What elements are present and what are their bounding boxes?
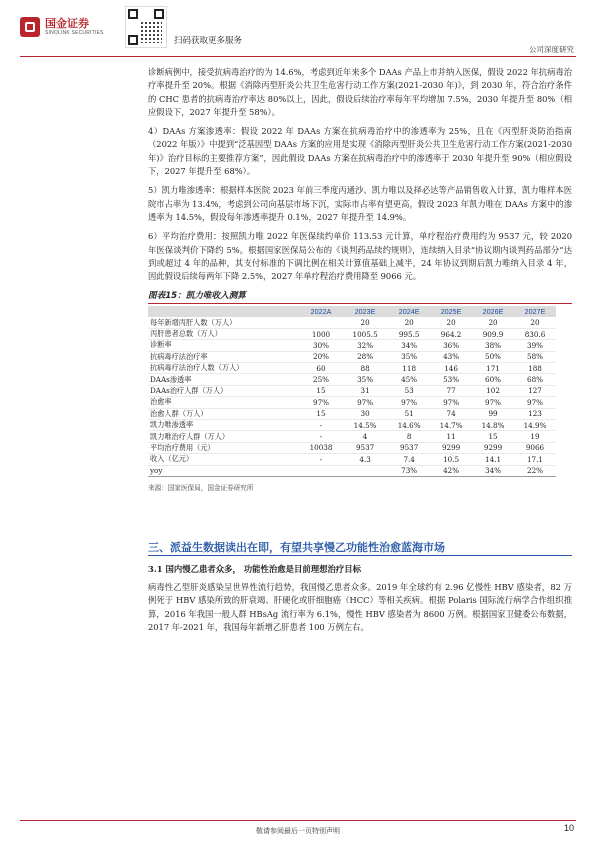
company-logo (20, 17, 104, 37)
table-cell: 97% (300, 397, 342, 408)
table-row (148, 419, 556, 430)
table-cell: 14.1 (472, 454, 514, 465)
table-cell: 102 (472, 385, 514, 396)
qr-code-icon[interactable] (125, 6, 167, 48)
row-label: 凯力唯治疗人群（万人） (148, 431, 300, 442)
table-cell: 45% (388, 374, 430, 385)
table-row (148, 442, 556, 453)
paragraph: 6）平均治疗费用：按照凯力唯 2022 年医保续约单价 113.53 元计算，单疗程治疗费用约为 9537 元，较 2020 年医保谈判价下降约 5%。根据国家医保局公布的《谈判药品续约规则》，连续纳入目录“协议期内谈判药品部分”达到或超过 4 年的品种，其支付标准的下调比例在相关计算值基础上减半，24 年协议到期后凯力唯纳入目录 4 年，因此假设后续每两年下降 2.5%，2027 年单疗程治疗费用降至 9066 元。 (148, 231, 572, 282)
column-header: 2026E (472, 306, 514, 317)
logo-cn: 国金证券 (45, 17, 89, 30)
table-cell: 20 (342, 317, 388, 328)
logo-mark-icon (20, 17, 40, 37)
table-row (148, 317, 556, 328)
table-cell: 22% (514, 465, 556, 476)
table-cell: 43% (430, 351, 472, 362)
paragraph: 4）DAAs 方案渗透率：假设 2022 年 DAAs 方案在抗病毒治疗中的渗透率为 25%，且在《丙型肝炎防治指南（2022 年版）》中提到“泛基因型 DAAs 方案的应用是实现《消除丙型肝炎公共卫生危害行动工作方案(2021-2030 年)》治疗目标的主要推荐方案”，因此假设 DAAs 方案在抗病毒治疗中的渗透率于 2030 年提升至 90%（相应假设下，2027 年提升至 68%）。 (148, 126, 572, 177)
table-row (148, 408, 556, 419)
table-cell: 30% (300, 340, 342, 351)
table-cell: 14.6% (388, 419, 430, 430)
row-label: 每年新增丙肝人数（万人） (148, 317, 300, 328)
table-cell: 39% (514, 340, 556, 351)
table-cell: 60% (472, 374, 514, 385)
table-cell: 10.5 (430, 454, 472, 465)
table-cell: 20 (514, 317, 556, 328)
table-cell: 11 (430, 431, 472, 442)
table-cell: 9299 (430, 442, 472, 453)
paragraph: 5）凯力唯渗透率：根据样本医院 2023 年前三季度丙通沙、凯力唯以及择必达等产品销售收入计算，凯力唯样本医院市占率为 13.4%，考虑到公司向基层市场下沉，实际市占率有望更高，假设 2023 年凯力唯在 DAAs 方案中的渗透率为 14.5%，假设每年渗透率提升 0.1%，2027 年提升至 14.9%。 (148, 185, 572, 222)
table-cell: 60 (300, 363, 342, 374)
table-cell: 68% (514, 374, 556, 385)
column-header: 2025E (430, 306, 472, 317)
table-cell: 20 (388, 317, 430, 328)
table-cell: 830.6 (514, 328, 556, 339)
table-row (148, 385, 556, 396)
table-cell: 964.2 (430, 328, 472, 339)
table-cell: 15 (300, 385, 342, 396)
table-cell: 9537 (388, 442, 430, 453)
table-cell: 28% (342, 351, 388, 362)
table-cell: 188 (514, 363, 556, 374)
sub-section-title: 3.1 国内慢乙患者众多， 功能性治愈是目前理想治疗目标 (148, 564, 362, 574)
table-cell: 99 (472, 408, 514, 419)
figure-title: 图表15：凯力唯收入测算 (148, 289, 572, 304)
table-cell: 146 (430, 363, 472, 374)
table-row (148, 454, 556, 465)
table-row (148, 397, 556, 408)
table-cell: 1005.5 (342, 328, 388, 339)
table-cell: 42% (430, 465, 472, 476)
report-type: 公司深度研究 (529, 45, 574, 54)
row-label: yoy (148, 465, 300, 476)
table-cell: 20 (472, 317, 514, 328)
table-cell: 34% (388, 340, 430, 351)
table-cell: 19 (514, 431, 556, 442)
table-cell: 74 (430, 408, 472, 419)
table-cell: 97% (430, 397, 472, 408)
table-cell: 50% (472, 351, 514, 362)
table-cell: 127 (514, 385, 556, 396)
row-label: DAAs治疗人群（万人） (148, 385, 300, 396)
table-cell: 123 (514, 408, 556, 419)
header-divider (20, 56, 576, 57)
row-label: 诊断率 (148, 340, 300, 351)
section-title-text: 三、派益生数据读出在即，有望共享慢乙功能性治愈蓝海市场 (148, 541, 445, 554)
table-cell: 9537 (342, 442, 388, 453)
logo-en: SINOLINK SECURITIES (45, 30, 104, 36)
table-cell: 20% (300, 351, 342, 362)
table-cell: 15 (300, 408, 342, 419)
table-cell: 97% (388, 397, 430, 408)
qr-caption: 扫码获取更多服务 (174, 36, 243, 46)
table-cell: 14.7% (430, 419, 472, 430)
table-row (148, 374, 556, 385)
table-row (148, 465, 556, 476)
table-cell: 97% (472, 397, 514, 408)
table-cell: 77 (430, 385, 472, 396)
row-label: 治愈率 (148, 397, 300, 408)
table-cell (342, 465, 388, 476)
table-cell: 4 (342, 431, 388, 442)
row-label: 治愈人群（万人） (148, 408, 300, 419)
table-cell: 20 (430, 317, 472, 328)
row-label: 丙肝患者总数（万人） (148, 328, 300, 339)
paragraph: 诊断病例中，接受抗病毒治疗的为 14.6%，考虑到近年来多个 DAAs 产品上市并纳入医保，假设 2022 年抗病毒治疗率提升至 20%。根据《消除丙型肝炎公共卫生危害行动工作方案(2021-2030 年)》，到 2030 年，符合治疗条件的 CHC 患者的抗病毒治疗率达 80%以上，因此，假设后续治疗率每年平均增加 7.5%，2030 年提升至 80%（相应假设下，2027 年提升至 58%）。 (148, 67, 572, 117)
table-row (148, 340, 556, 351)
table-cell: 36% (430, 340, 472, 351)
table-cell: 53 (388, 385, 430, 396)
paragraph: 病毒性乙型肝炎感染呈世界性流行趋势，我国慢乙患者众多。2019 年全球约有 2.96 亿慢性 HBV 感染者，82 万例死于 HBV 感染所致的肝衰竭、肝硬化或肝细胞癌（HCC）等相关疾病。根据 Polaris 国际流行病学合作组织推算，2016 年我国一般人群 HBsAg 流行率为 6.1%，慢性 HBV 感染者为 8600 万例。根据国家卫健委公布数据，2017 年-2021 年，我国每年新增乙肝患者 100 万例左右。 (148, 582, 572, 632)
column-header: 2027E (514, 306, 556, 317)
revenue-table (148, 306, 556, 476)
column-header (148, 306, 300, 317)
table-cell: 73% (388, 465, 430, 476)
table-cell: 35% (342, 374, 388, 385)
column-header: 2024E (388, 306, 430, 317)
table-cell: 14.9% (514, 419, 556, 430)
page-number: 10 (563, 823, 574, 833)
table-row (148, 431, 556, 442)
table-cell: 1000 (300, 328, 342, 339)
table-cell: - (300, 419, 342, 430)
table-cell: 15 (472, 431, 514, 442)
table-cell: 4.3 (342, 454, 388, 465)
table-cell: 30 (342, 408, 388, 419)
footer-divider (20, 820, 576, 821)
row-label: 凯力唯渗透率 (148, 419, 300, 430)
table-cell: 171 (472, 363, 514, 374)
table-cell: 38% (472, 340, 514, 351)
column-header: 2022A (300, 306, 342, 317)
table-cell: 58% (514, 351, 556, 362)
table-cell: 14.8% (472, 419, 514, 430)
table-cell: 9066 (514, 442, 556, 453)
row-label: 平均治疗费用（元） (148, 442, 300, 453)
main-content (148, 66, 572, 492)
column-header: 2023E (342, 306, 388, 317)
page-header (0, 0, 596, 62)
table-cell: 995.5 (388, 328, 430, 339)
table-cell: 17.1 (514, 454, 556, 465)
table-cell: 32% (342, 340, 388, 351)
table-row (148, 351, 556, 362)
table-cell: 7.4 (388, 454, 430, 465)
table-cell: 118 (388, 363, 430, 374)
table-cell: 9299 (472, 442, 514, 453)
table-cell (300, 317, 342, 328)
table-cell: 34% (472, 465, 514, 476)
table-cell: 10038 (300, 442, 342, 453)
row-label: 抗病毒疗法治疗率 (148, 351, 300, 362)
row-label: DAAs渗透率 (148, 374, 300, 385)
table-cell: 31 (342, 385, 388, 396)
table-cell: 8 (388, 431, 430, 442)
table-cell: 97% (342, 397, 388, 408)
row-label: 收入（亿元） (148, 454, 300, 465)
table-cell: 51 (388, 408, 430, 419)
table-cell: 35% (388, 351, 430, 362)
figure-source: 来源：国家医保局，国金证券研究所 (148, 483, 254, 492)
table-cell: 53% (430, 374, 472, 385)
table-cell (300, 465, 342, 476)
table-cell: 14.5% (342, 419, 388, 430)
table-cell: 88 (342, 363, 388, 374)
table-cell: 97% (514, 397, 556, 408)
table-row (148, 328, 556, 339)
table-header-row (148, 306, 556, 317)
row-label: 抗病毒疗法治疗人数（万人） (148, 363, 300, 374)
table-cell: - (300, 454, 342, 465)
table-cell: 25% (300, 374, 342, 385)
footer-disclaimer: 敬请参阅最后一页特别声明 (256, 827, 340, 835)
table-cell: 909.9 (472, 328, 514, 339)
table-row (148, 363, 556, 374)
section-title (148, 536, 578, 556)
table-cell: - (300, 431, 342, 442)
